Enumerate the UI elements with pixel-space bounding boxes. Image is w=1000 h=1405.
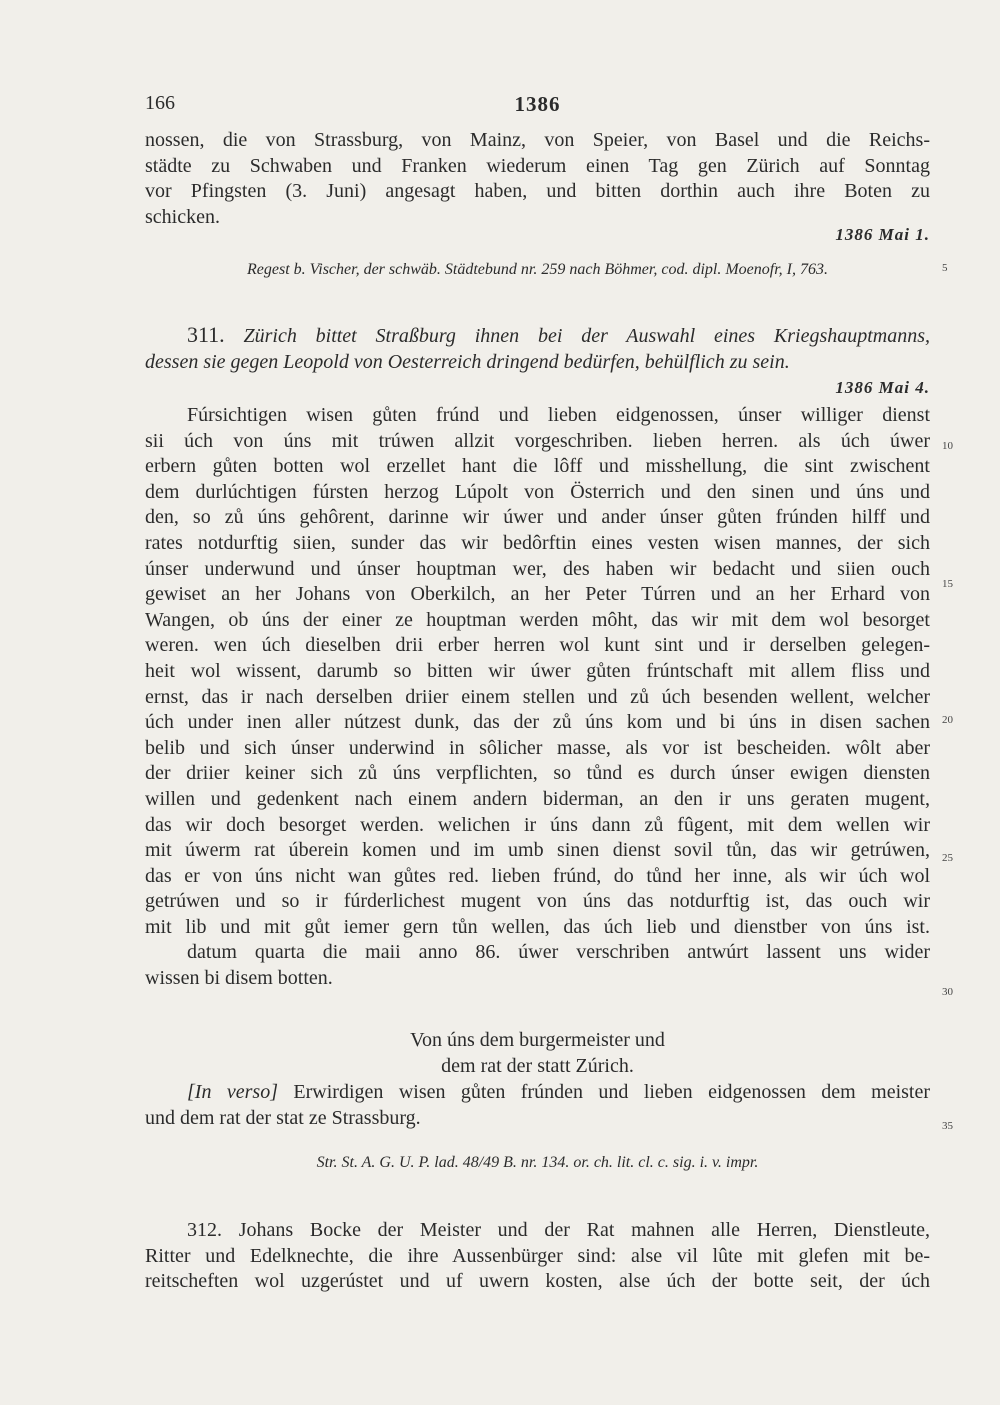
text-line: weren. wen úch dieselben drii erber herren wol kunt sint und ir derselben gelegen- (145, 634, 930, 657)
doc-311-body (145, 403, 930, 992)
text-line: dem durlúchtigen fúrsten herzog Lúpolt von Österrich und den sinen und úns und (145, 480, 930, 503)
text-line: das wir doch besorget werden. welichen ir úns dann zů fûgent, mit dem wellen wir (145, 813, 930, 836)
intro-date-block (145, 222, 930, 248)
text-line: mit lib und mit gůt iemer gern tůn wellen, das úch lieb und dienstber von úns ist. (145, 915, 930, 938)
text-line: rates notdurftig siien, sunder das wir bedôrftin eines vesten wisen mannes, der sich (145, 531, 930, 554)
text-line: únser underwund und únser houptman wer, des haben wir bedacht und siien ouch (145, 557, 930, 580)
signature-line: dem rat der statt Zúrich. (441, 1054, 634, 1077)
margin-line-number: 20 (942, 714, 953, 726)
text-line: den, so zů úns gehôrent, darinne wir úwer und ander únser gůten frúnden hilff und (145, 506, 930, 529)
verso-label: [In verso] (187, 1081, 278, 1103)
page-number: 166 (145, 92, 175, 114)
margin-line-number: 10 (942, 440, 953, 452)
doc-311-title-text: Zürich bittet Straßburg ihnen bei der Auswahl eines Kriegshauptmanns, (243, 325, 931, 347)
doc-311-date-block (145, 375, 930, 401)
doc-311-verso (145, 1080, 930, 1131)
text-line: das er von úns nicht wan gůtes red. lieben frúnd, do tůnd her inne, als wir úch wol (145, 864, 930, 887)
running-year: 1386 (514, 92, 561, 116)
doc-312-first-line: Johans Bocke der Meister und der Rat mahnen alle Herren, Dienstleute, (238, 1219, 930, 1241)
doc-311-signature (145, 1028, 930, 1079)
text-line: datum quarta die maii anno 86. úwer verschriben antwúrt lassent uns wider (187, 941, 930, 964)
text-line: vor Pfingsten (3. Juni) angesagt haben, und bitten dorthin auch ihre Boten zu (145, 180, 930, 203)
verso-line: und dem rat der stat ze Strassburg. (145, 1106, 421, 1129)
text-line: der driier keiner sich zů úns verpflichten, so tůnd es durch únser ewigen diensten (145, 762, 930, 785)
text-line: schicken. (145, 205, 220, 228)
doc-311-title-line: dessen sie gegen Leopold von Oesterreich dringend bedürfen, behülflich zu sein. (145, 350, 790, 373)
doc-311-number: 311. (187, 322, 225, 347)
text-line: sii úch von úns mit trúwen allzit vorgeschriben. lieben herren. als úch úwer (145, 429, 930, 452)
text-line: Wangen, ob úns der einer ze houptman werden môht, das wir mit dem wol besorget (145, 608, 930, 631)
margin-line-number: 15 (942, 578, 953, 590)
verso-text: Erwirdigen wisen gůten frúnden und lieben eidgenossen dem meister (293, 1081, 931, 1103)
margin-line-number: 30 (942, 986, 953, 998)
margin-line-number: 5 (942, 262, 948, 274)
doc-311-date: 1386 Mai 4. (835, 378, 930, 397)
text-line: heit wol wissent, darumb so bitten wir úwer gůten frúntschaft mit allem fliss und (145, 659, 930, 682)
intro-regest: Regest b. Vischer, der schwäb. Städtebund nr. 259 nach Böhmer, cod. dipl. Moenofr, I, 763. (247, 261, 828, 278)
text-line: gewiset an her Johans von Oberkilch, an her Peter Túrren und an her Erhard von (145, 583, 930, 606)
text-line: Ritter und Edelknechte, die ihre Aussenbürger sind: alse vil lûte mit glefen mit be- (145, 1244, 930, 1267)
margin-line-number: 25 (942, 852, 953, 864)
doc-311-title-line (145, 322, 930, 350)
verso-line (145, 1080, 930, 1106)
text-line: willen und gedenkent nach einem andern biderman, an den ir uns geraten mugent, (145, 787, 930, 810)
text-line: ernst, das ir nach derselben driier einem stellen und zů úch besenden wellent, welcher (145, 685, 930, 708)
text-line: getrúwen und so ir fúrderlichest mugent von úns das notdurftig ist, das ouch wir (145, 890, 930, 913)
text-line: städte zu Schwaben und Franken wiederum einen Tag gen Zürich auf Sonntag (145, 154, 930, 177)
page-header (145, 92, 930, 118)
intro-regest-block (145, 256, 930, 283)
doc-311-heading (145, 322, 930, 375)
doc-312-number: 312. (187, 1219, 222, 1241)
text-line: erbern gůten botten wol erzellet hant die lôff und misshellung, die sint zwischent (145, 455, 930, 478)
text-line: reitscheften wol uzgerústet und uf uwern kosten, alse úch der botte seit, der úch (145, 1270, 930, 1293)
text-line (145, 1218, 930, 1244)
signature-line: Von úns dem burgermeister und (410, 1029, 665, 1051)
doc-311-source: Str. St. A. G. U. P. lad. 48/49 B. nr. 134. or. ch. lit. cl. c. sig. i. v. impr. (316, 1154, 759, 1171)
intro-date: 1386 Mai 1. (835, 225, 930, 244)
text-line: nossen, die von Strassburg, von Mainz, von Speier, von Basel und die Reichs- (145, 129, 930, 151)
text-line: mit úwerm rat úberein komen und im umb sinen dienst sovil tůn, das wir getrúwen, (145, 839, 930, 862)
text-line: belib und sich únser underwind in sôlicher masse, als vor ist bescheiden. wôlt aber (145, 736, 930, 759)
text-line: úch under inen aller nútzest dunk, das der zů úns kom und bi úns in disen sachen (145, 711, 930, 734)
text-line: Fúrsichtigen wisen gůten frúnd und lieben eidgenossen, únser williger dienst (187, 404, 930, 426)
doc-312-body (145, 1218, 930, 1295)
intro-text (145, 128, 930, 230)
text-line: wissen bi disem botten. (145, 967, 333, 990)
margin-line-number: 35 (942, 1120, 953, 1132)
